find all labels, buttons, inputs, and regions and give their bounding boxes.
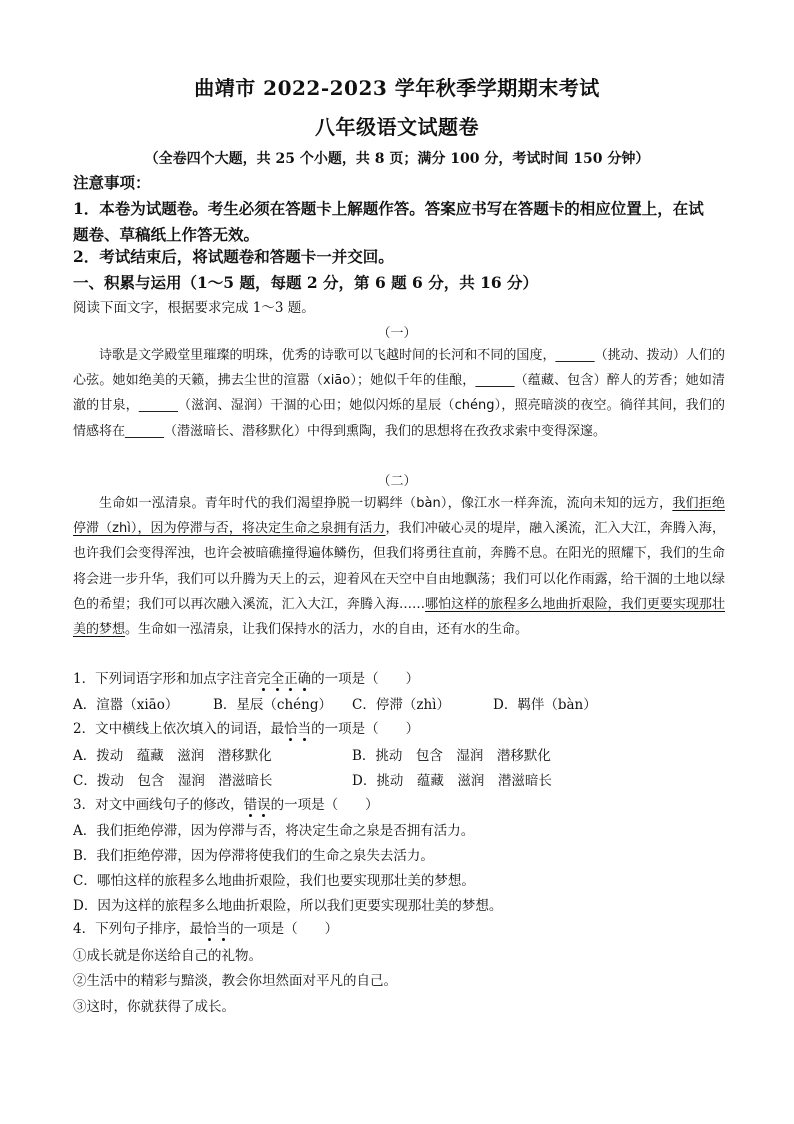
emphasis-char: 恰 bbox=[203, 921, 217, 937]
question-2-stem-start: 2．文中横线上依次填入的词语，最 bbox=[73, 721, 285, 737]
question-2-option-b[interactable]: B．挑动 包含 湿润 潜移默化 bbox=[352, 748, 551, 764]
section-1-heading: 一、积累与运用（1～5 题，每题 2 分，第 6 题 6 分，共 16 分） bbox=[73, 273, 539, 292]
question-4-stem-start: 4．下列句子排序，最 bbox=[73, 921, 204, 937]
emphasis-char: 恰 bbox=[284, 721, 298, 737]
notice-item-1-line-2: 题卷、草稿纸上作答无效。 bbox=[73, 225, 260, 244]
question-2-stem bbox=[73, 718, 419, 740]
question-4-item-1: ①成长就是你送给自己的礼物。 bbox=[73, 948, 262, 964]
question-1-stem bbox=[73, 668, 419, 690]
exam-info: （全卷四个大题，共 25 个小题，共 8 页；满分 100 分，考试时间 150 分钟） bbox=[144, 151, 650, 167]
emphasis-char: 完 bbox=[257, 671, 271, 687]
emphasis-char: 当 bbox=[297, 721, 312, 737]
passage-1-label: （一） bbox=[377, 326, 417, 341]
question-3-option-b[interactable]: B．我们拒绝停滞，因为停滞将使我们的生命之泉失去活力。 bbox=[73, 848, 434, 864]
emphasis-char: 正 bbox=[284, 671, 298, 687]
question-3-stem-end: 的一项是（ ） bbox=[270, 797, 379, 813]
question-2-option-c[interactable]: C．拨动 包含 湿润 潜滋暗长 bbox=[73, 773, 273, 789]
emphasis-char: 确 bbox=[297, 671, 312, 687]
question-1-option-c[interactable]: C．停滞（zhì） bbox=[352, 697, 450, 713]
passage-2-label: （二） bbox=[377, 474, 417, 489]
question-1-option-a[interactable]: A．渲嚣（xiāo） bbox=[73, 697, 179, 713]
underlined-sentence-1: 我们拒绝停滞（zhì），因为停滞与否，将决定生命之泉拥有活力 bbox=[73, 496, 725, 537]
question-4-item-2: ②生活中的精彩与黯淡，教会你坦然面对平凡的自己。 bbox=[73, 973, 397, 989]
emphasis-char: 全 bbox=[270, 671, 285, 687]
question-2-stem-end: 的一项是（ ） bbox=[311, 721, 420, 737]
question-3-option-d[interactable]: D．因为这样的旅程多么地曲折艰险，所以我们更要实现那壮美的梦想。 bbox=[73, 898, 503, 914]
question-3-stem-start: 3．对文中画线句子的修改， bbox=[73, 797, 244, 813]
emphasis-char: 误 bbox=[257, 797, 271, 813]
question-4-stem-end: 的一项是（ ） bbox=[230, 921, 339, 937]
exam-subject-title: 八年级语文试题卷 bbox=[315, 115, 479, 139]
question-3-option-a[interactable]: A．我们拒绝停滞，因为停滞与否，将决定生命之泉是否拥有活力。 bbox=[73, 823, 475, 839]
emphasis-char: 当 bbox=[216, 921, 231, 937]
question-2-option-a[interactable]: A．拨动 蕴藏 滋润 潜移默化 bbox=[73, 748, 272, 764]
question-1-option-b[interactable]: B．星辰（chéng） bbox=[213, 697, 333, 713]
underlined-sentence-2: 哪怕这样的旅程多么地曲折艰险，我们更要实现那壮美的梦想 bbox=[73, 596, 725, 638]
passage-2-part-1: 生命如一泓清泉。青年时代的我们渴望挣脱一切羁绊（bàn），像江水一样奔流，流向未知的远方， bbox=[99, 496, 673, 511]
question-1-stem-start: 1．下列词语字形和加点字注音 bbox=[73, 671, 258, 687]
question-4-item-3: ③这时，你就获得了成长。 bbox=[73, 999, 235, 1015]
question-2-option-d[interactable]: D．挑动 蕴藏 滋润 潜滋暗长 bbox=[352, 773, 552, 789]
question-4-stem bbox=[73, 918, 338, 940]
question-1-stem-end: 的一项是（ ） bbox=[311, 671, 420, 687]
notice-heading: 注意事项： bbox=[73, 173, 151, 192]
notice-item-1-line-1: 1．本卷为试题卷。考生必须在答题卡上解题作答。答案应书写在答题卡的相应位置上，在试 bbox=[73, 199, 704, 218]
passage-2-part-3: 。生命如一泓清泉，让我们保持水的活力，水的自由，还有水的生命。 bbox=[125, 622, 529, 638]
section-1-instruction: 阅读下面文字，根据要求完成 1～3 题。 bbox=[73, 300, 315, 316]
passage-1-text: 诗歌是文学殿堂里璀璨的明珠，优秀的诗歌可以飞越时间的长河和不同的国度，______（挑动、拨动）人们的心弦。她如绝美的天籁，拂去尘世的渲嚣（xiāo）；她似千年的佳酿，______（蕴藏、包含）醉人的芳香；她如清澈的甘泉，______（滋润、湿润）干涸的心田；她似闪烁的星辰（chéng），照亮暗淡的夜空。徜徉其间，我们的情感将在______（潜滋暗长、潜移默化）中得到熏陶，我们的思想将在孜孜求索中变得深邃。 bbox=[73, 348, 725, 439]
exam-title: 曲靖市 2022-2023 学年秋季学期期末考试 bbox=[194, 76, 600, 100]
notice-item-2: 2．考试结束后，将试题卷和答题卡一并交回。 bbox=[73, 247, 394, 266]
emphasis-char: 错 bbox=[243, 797, 258, 813]
question-1-option-d[interactable]: D．羁伴（bàn） bbox=[493, 697, 597, 713]
question-3-option-c[interactable]: C．哪怕这样的旅程多么地曲折艰险，我们也要实现那壮美的梦想。 bbox=[73, 873, 475, 889]
passage-2-text bbox=[73, 491, 725, 642]
question-3-stem bbox=[73, 794, 379, 816]
passage-2-part-2: ，我们冲破心灵的堤岸，融入溪流，汇入大江，奔腾入海，也许我们会变得浑浊，也许会被暗礁撞得遍体鳞伤，但我们将勇往直前，奔腾不息。在阳光的照耀下，我们的生命将会进一步升华，我们可以升腾为天上的云，迎着风在天空中自由地飘荡；我们可以化作雨露，给干涸的土地以绿色的希望；我们可以再次融入溪流，汇入大江，奔腾入海…… bbox=[73, 521, 725, 612]
